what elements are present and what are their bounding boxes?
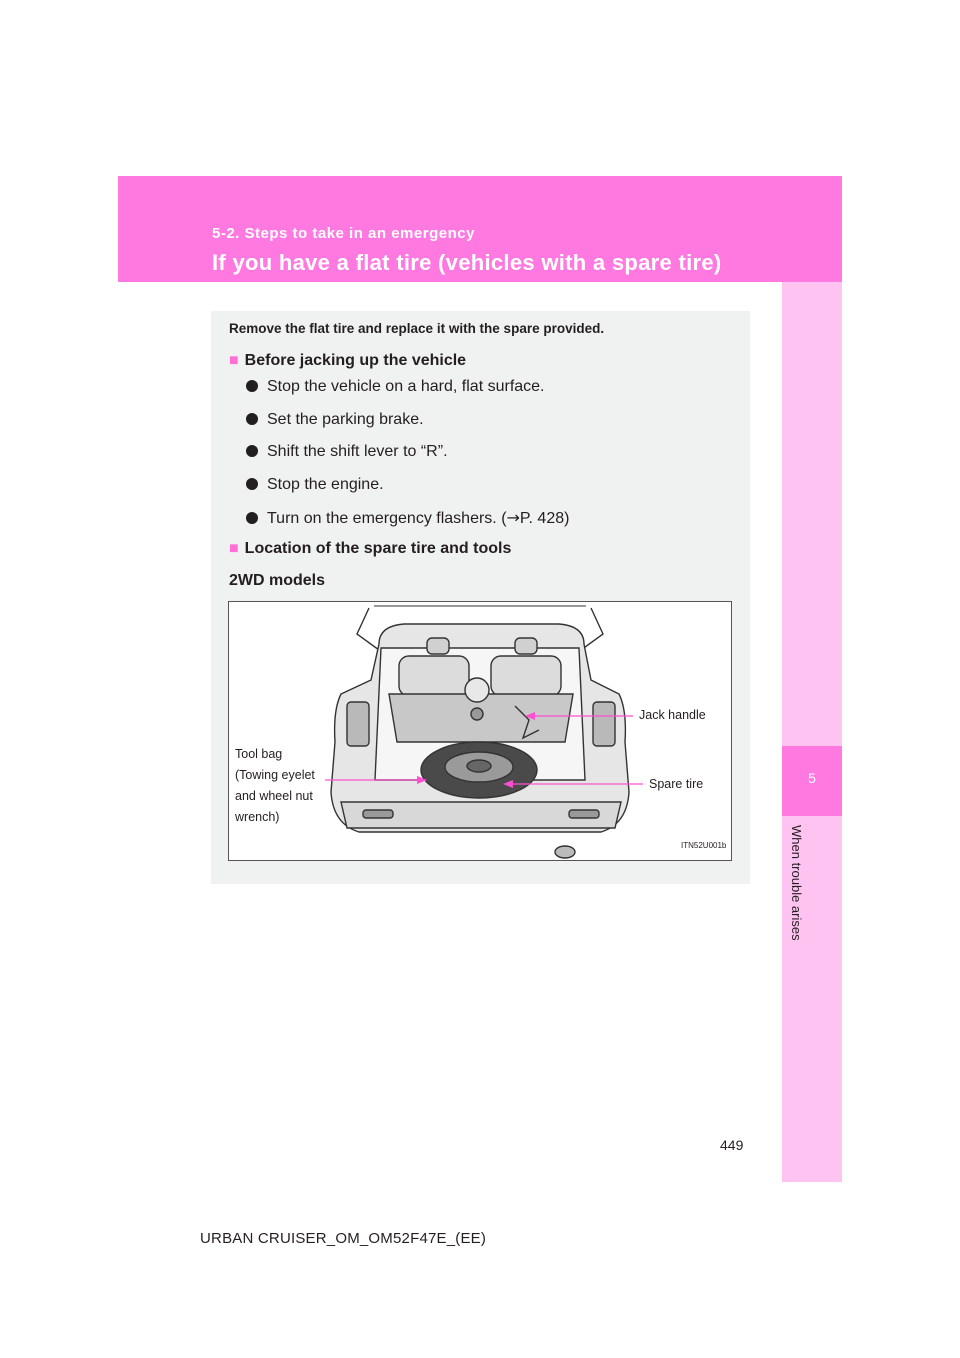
tool-bag-label-line: wrench): [235, 810, 280, 824]
list-item: [246, 476, 384, 494]
chapter-name: When trouble arises: [789, 825, 804, 941]
models-label: 2WD models: [229, 572, 326, 589]
page-title: If you have a flat tire (vehicles with a spare tire): [212, 250, 722, 275]
list-item-text: Shift the shift lever to “R”.: [267, 443, 448, 460]
list-item-text: Turn on the emergency flashers. (: [267, 510, 507, 527]
subheading-location: [229, 540, 511, 558]
square-bullet-icon: ■: [229, 352, 239, 369]
list-item: [246, 508, 569, 528]
figure-code: ITN52U001b: [681, 841, 727, 850]
list-item: [246, 411, 424, 429]
page-number: 449: [720, 1137, 744, 1153]
tool-bag-label: [235, 744, 315, 828]
subheading-before-jacking: [229, 352, 466, 370]
page-reference-link[interactable]: P. 428): [519, 510, 570, 527]
list-item-text: Stop the vehicle on a hard, flat surface.: [267, 378, 545, 395]
chapter-number: 5: [808, 770, 816, 786]
round-bullet-icon: [246, 478, 258, 490]
jack-handle-label: Jack handle: [639, 708, 706, 722]
tool-bag-label-line: (Towing eyelet: [235, 768, 315, 782]
section-label: 5-2. Steps to take in an emergency: [212, 225, 475, 242]
tool-bag-label-line: Tool bag: [235, 747, 283, 761]
round-bullet-icon: [246, 380, 258, 392]
list-item-text: Set the parking brake.: [267, 411, 424, 428]
round-bullet-icon: [246, 445, 258, 457]
list-item: [246, 378, 545, 396]
tool-bag-label-line: and wheel nut: [235, 789, 313, 803]
square-bullet-icon: ■: [229, 540, 239, 557]
intro-text: Remove the flat tire and replace it with the spare provided.: [229, 321, 605, 336]
spare-tire-label: Spare tire: [649, 777, 704, 791]
round-bullet-icon: [246, 413, 258, 425]
subheading-text: Before jacking up the vehicle: [244, 352, 467, 369]
round-bullet-icon: [246, 512, 258, 524]
document-footer: URBAN CRUISER_OM_OM52F47E_(EE): [200, 1230, 487, 1247]
list-item: [246, 443, 448, 461]
page-reference-arrow-icon: →: [506, 508, 520, 527]
spare-tire-location-figure: [228, 601, 732, 861]
list-item-text: Stop the engine.: [267, 476, 384, 493]
chapter-side-tab: [782, 282, 842, 1182]
subheading-text: Location of the spare tire and tools: [244, 540, 512, 557]
